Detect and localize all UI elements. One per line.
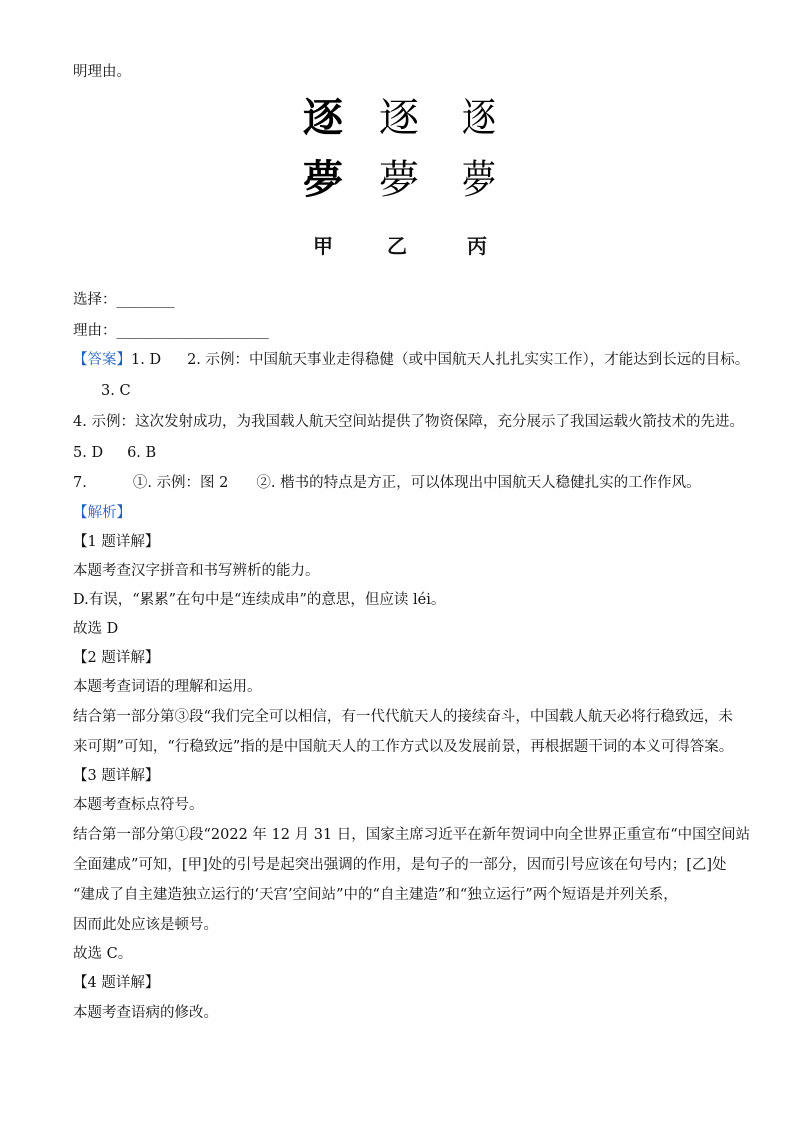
- intro-text: 明理由。: [73, 64, 131, 80]
- answer-line-1: [73, 350, 749, 370]
- answer-line-5-6: [73, 443, 156, 463]
- answer-4: 4. 示例：这次发射成功，为我国载人航天空间站提供了物资保障，充分展示了我国运载火箭技术的先进。: [73, 414, 744, 430]
- q3-line-5: 因而此处应该是顿号。: [73, 917, 218, 933]
- answer-1: 1. D: [131, 352, 162, 368]
- reason-line: 理由：_____________________: [73, 323, 269, 339]
- answer-7-part-2: ②. 楷书的特点是方正，可以体现出中国航天人稳健扎实的工作作风。: [256, 475, 701, 491]
- calligraphy-bing-top: 逐: [462, 95, 496, 141]
- answer-7-num: 7.: [73, 475, 87, 491]
- calligraphy-jia-top: 逐: [303, 94, 343, 141]
- calligraphy-jia-bottom: 夢: [303, 156, 343, 203]
- answer-5: 5. D: [73, 445, 104, 461]
- q3-line-1: 本题考查标点符号。: [73, 797, 204, 813]
- q3-line-4: “建成了自主建造独立运行的‘天宫’空间站”中的“自主建造”和“独立运行”两个短语是并列关系，: [73, 887, 678, 903]
- q2-line-1: 本题考查词语的理解和运用。: [73, 679, 262, 695]
- q3-line-2: 结合第一部分第①段“2022 年 12 月 31 日，国家主席习近平在新年贺词中向全世界正重宣布“中国空间站: [73, 827, 751, 843]
- q1-line-2: D.有误，“累累”在句中是“连续成串”的意思，但应读 léi。: [73, 592, 446, 608]
- caption-jia: 甲: [313, 234, 333, 258]
- q3-line-6: 故选 C。: [73, 946, 133, 962]
- q3-heading: 【3 题详解】: [73, 768, 160, 784]
- caption-yi: 乙: [387, 234, 407, 258]
- calligraphy-yi-top: 逐: [379, 95, 419, 141]
- q4-heading: 【4 题详解】: [73, 975, 160, 991]
- caption-bing: 丙: [467, 234, 487, 258]
- answer-2: 2. 示例：中国航天事业走得稳健（或中国航天人扎扎实实工作），才能达到长远的目标。: [187, 352, 750, 368]
- q2-heading: 【2 题详解】: [73, 650, 160, 666]
- choice-line: 选择：________: [73, 292, 175, 308]
- q1-heading: 【1 题详解】: [73, 534, 160, 550]
- q1-line-3: 故选 D: [73, 621, 119, 637]
- answer-tag: 【答案】: [73, 352, 131, 368]
- q2-line-2: 结合第一部分第③段“我们完全可以相信，有一代代航天人的接续奋斗，中国载人航天必将行稳致远，未: [73, 709, 733, 725]
- calligraphy-bing-bottom: 夢: [462, 157, 496, 203]
- q3-line-3: 全面建成”可知，[甲]处的引号是起突出强调的作用，是句子的一部分，因而引号应该在句号内；[乙]处: [73, 857, 727, 873]
- answer-line-7: [73, 473, 701, 493]
- analysis-tag: 【解析】: [73, 505, 131, 521]
- answer-7-part-1: ①. 示例：图 2: [132, 475, 229, 491]
- q2-line-3: 来可期”可知，“行稳致远”指的是中国航天人的工作方式以及发展前景，再根据题干词的本义可得答案。: [73, 739, 734, 755]
- calligraphy-yi-bottom: 夢: [379, 157, 419, 203]
- answer-6: 6. B: [127, 445, 157, 461]
- q1-line-1: 本题考查汉字拼音和书写辨析的能力。: [73, 563, 320, 579]
- answer-3: 3. C: [101, 383, 131, 399]
- q4-line-1: 本题考查语病的修改。: [73, 1005, 218, 1021]
